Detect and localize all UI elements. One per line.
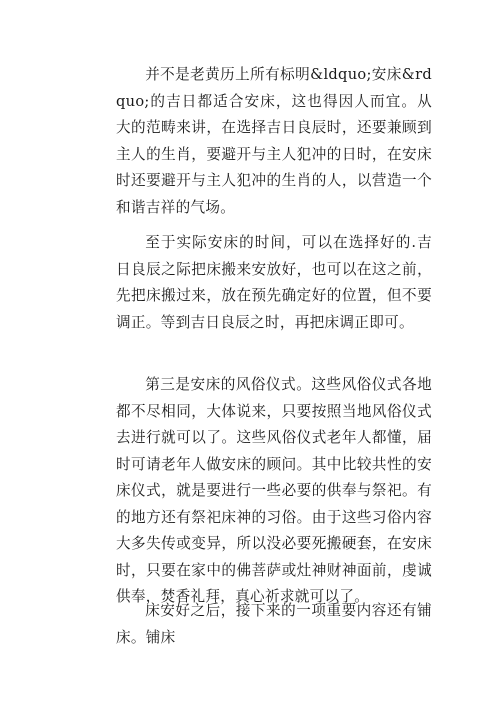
paragraph-lucky-day: 并不是老黄历上所有标明&ldquo;安床&rdquo;的吉日都适合安床，这也得因人而宜。从大的范畴来讲，在选择吉日良辰时，还要兼顾到主人的生肖，要避开与主人犯冲的日时，在安床时还要避开与主人犯冲的生肖的人，以营造一个和谐吉祥的气场。 — [116, 66, 432, 216]
paragraph-bed-making: 床安好之后，接下来的一项重要内容还有铺床。铺床 — [116, 602, 432, 646]
paragraph-customs: 第三是安床的风俗仪式。这些风俗仪式各地都不尽相同，大体说来，只要按照当地风俗仪式去进行就可以了。这些风俗仪式老年人都懂，届时可请老年人做安床的顾问。其中比较共性的安床仪式，就是要进行一些必要的供奉与祭祀。有的地方还有祭祀床神的习俗。由于这些习俗内容大多失传或变异，所以没必要死搬硬套，在安床时，只要在家中的佛菩萨或灶神财神面前，虔诚供奉，焚香礼拜，真心祈求就可以了。 — [116, 376, 432, 605]
paragraph-bed-timing: 至于实际安床的时间，可以在选择好的.吉日良辰之际把床搬来安放好，也可以在这之前，先把床搬过来，放在预先确定好的位置，但不要调正。等到吉日良辰之时，再把床调正即可。 — [116, 234, 432, 331]
